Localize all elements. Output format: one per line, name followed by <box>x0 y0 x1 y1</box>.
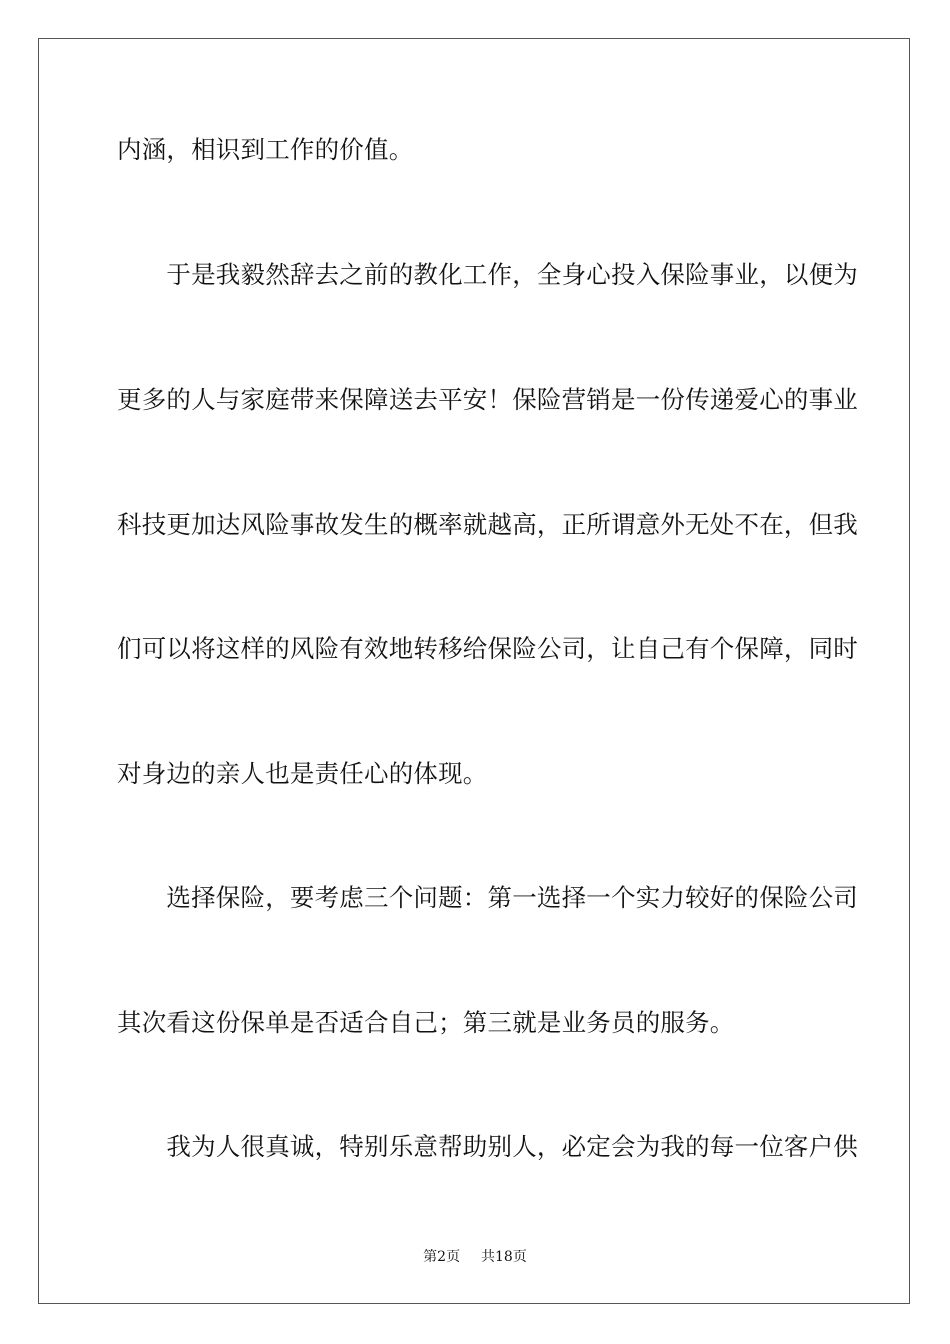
page-number: 第2页 <box>423 1249 461 1265</box>
page-footer <box>0 1248 950 1266</box>
text-line-5: 们可以将这样的风险有效地转移给保险公司，让自己有个保障，同时 <box>117 634 858 663</box>
text-line-6: 对身边的亲人也是责任心的体现。 <box>117 759 488 788</box>
text-line-1: 内涵，相识到工作的价值。 <box>117 135 414 164</box>
text-line-7: 选择保险，要考虑三个问题：第一选择一个实力较好的保险公司 <box>117 883 858 912</box>
text-line-3: 更多的人与家庭带来保障送去平安！保险营销是一份传递爱心的事业 <box>117 385 858 414</box>
text-line-9: 我为人很真诚，特别乐意帮助别人，必定会为我的每一位客户供 <box>117 1132 858 1161</box>
page-total: 共18页 <box>481 1249 527 1265</box>
text-line-8: 其次看这份保单是否适合自己；第三就是业务员的服务。 <box>117 1008 735 1037</box>
text-line-4: 科技更加达风险事故发生的概率就越高，正所谓意外无处不在，但我 <box>117 510 858 539</box>
text-line-2: 于是我毅然辞去之前的教化工作，全身心投入保险事业，以便为 <box>117 260 858 289</box>
page-border <box>38 38 910 1304</box>
